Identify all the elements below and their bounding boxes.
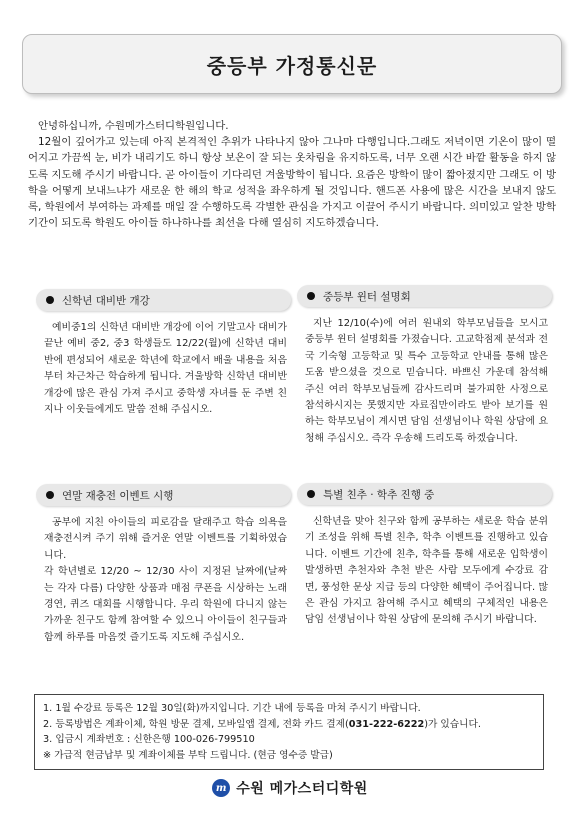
section-new-grade [36,289,291,418]
section-heading [297,483,552,505]
section-heading-label: 특별 친추 · 학추 진행 중 [323,488,435,501]
phone-number: 031-222-6222 [348,718,425,730]
section-winter-briefing [297,285,552,447]
notice-line-2-prefix: 2. 등록방법은 계좌이체, 학원 방문 결제, 모바일앱 결제, 전화 카드 결제( [43,718,349,730]
section-heading-label: 중등부 윈터 설명회 [323,290,411,303]
bullet-icon [307,292,315,300]
bullet-icon [307,490,315,498]
title-banner [22,34,562,94]
notice-line-4: ※ 가급적 현금납부 및 계좌이체를 부탁 드립니다. (현금 영수증 발급) [43,749,333,761]
intro-body: 12월이 깊어가고 있는데 아직 본격적인 추위가 나타나지 않아 그나마 다행입니다.그래도 저녁이면 기온이 많이 떨어지고 가끔씩 눈, 비가 내리기도 하니 항상 보온이 잘 되는 옷차림을 유지하도록, 너무 오랜 시간 바깥 활동을 하지 않도록 지도해 주시기 바랍니다. 곧 아이들이 기다리던 겨울방학이 됩니다. 요즘은 방학이 많이 짧아졌지만 그래도 이 방학을 어떻게 보내느냐가 새로운 한 해의 학교 성적을 좌우하게 될 것입니다. 핸드폰 사용에 많은 시간을 보내지 않도록, 학원에서 부여하는 과제를 매일 잘 수행하도록 각별한 관심을 가지고 이끌어 주시기 바랍니다. 의미있고 알찬 방학 기간이 되도록 학원도 아이들 하나하나를 최선을 다해 열심히 지도하겠습니다. [28,136,556,230]
intro-text [28,118,556,231]
section-body [36,515,291,646]
intro-greeting: 안녕하십니까, 수원메가스터디학원입니다. [38,120,229,132]
section-body [297,316,552,447]
footer [0,776,580,800]
section-paragraph: 공부에 지친 아이들의 피로감을 달래주고 학습 의욕을 재충전시켜 주기 위해 즐거운 연말 이벤트를 기획하였습니다. [44,517,287,561]
bullet-icon [46,296,54,304]
notice-line-3: 3. 입금시 계좌번호 : 신한은행 100-026-799510 [43,734,255,746]
notice-line-2-suffix: )가 있습니다. [424,718,481,730]
section-heading [297,285,552,307]
notice-line-1: 1. 1월 수강료 등록은 12월 30일(화)까지입니다. 기간 내에 등록을 마쳐 주시기 바랍니다. [43,703,421,714]
notice-box [34,694,544,770]
section-heading [36,484,291,506]
bullet-icon [46,491,54,499]
section-heading [36,289,291,311]
section-paragraph: 신학년을 맞아 친구와 함께 공부하는 새로운 학습 분위기 조성을 위해 특별 친추, 학추 이벤트를 진행하고 있습니다. 이벤트 기간에 친추, 학추를 통해 새로운 입학생이 발생하면 추천자와 추천 받은 사람 모두에게 수강료 감면, 풍성한 문상 지급 등의 다양한 혜택이 주어집니다. 많은 관심 가지고 참여해 주시고 혜택의 구체적인 내용은 담임 선생님이나 학원 상담에 문의해 주시기 바랍니다. [305,516,548,626]
page-title: 중등부 가정통신문 [206,53,378,78]
section-paragraph: 각 학년별로 12/20 ~ 12/30 사이 지정된 날짜에(날짜는 각자 다름) 다양한 상품과 매점 쿠폰을 시상하는 노래 경연, 퀴즈 대회를 시행합니다. 우리 학원에 다니지 않는 가까운 친구도 함께 참여할 수 있으니 아이들이 친구들과 함께 하루를 마음껏 즐기도록 지도해 주십시오. [44,566,287,643]
section-heading-label: 신학년 대비반 개강 [62,294,150,307]
section-year-end-event [36,484,291,646]
section-paragraph: 예비중1의 신학년 대비반 개강에 이어 기말고사 대비가 끝난 예비 중2, 중3 학생들도 12/22(월)에 신학년 대비반에 편성되어 새로운 학년에 학교에서 배울 내용을 처음부터 차근차근 학습하게 됩니다. 겨울방학 신학년 대비반 개강에 많은 관심 가져 주시고 중학생 자녀를 둔 주변 친지나 이웃들에게도 말씀 전해 주십시오. [44,322,287,416]
section-paragraph: 지난 12/10(수)에 여러 원내외 학부모님들을 모시고 중등부 윈터 설명회를 가졌습니다. 고교학점제 분석과 전국 기숙형 고등학교 및 특수 고등학교 안내를 통해 많은 도움 받으셨을 것으로 믿습니다. 바쁘신 가운데 참석해 주신 여러 학부모님들께 감사드리며 불가피한 사정으로 참석하시지는 못했지만 자료집만이라도 받아 보기를 원하는 학부모님이 계시면 담임 선생님이나 학원 상담에 요청해 주십시오. 즉각 우송해 드리도록 하겠습니다. [305,318,548,444]
notice-line-2 [43,717,535,733]
section-referral-event [297,483,552,629]
section-body [36,320,291,418]
section-heading-label: 연말 재충전 이벤트 시행 [62,489,174,502]
section-body [297,514,552,629]
academy-name: 수원 메가스터디학원 [236,781,368,797]
megastudy-logo-icon: m [212,779,230,797]
